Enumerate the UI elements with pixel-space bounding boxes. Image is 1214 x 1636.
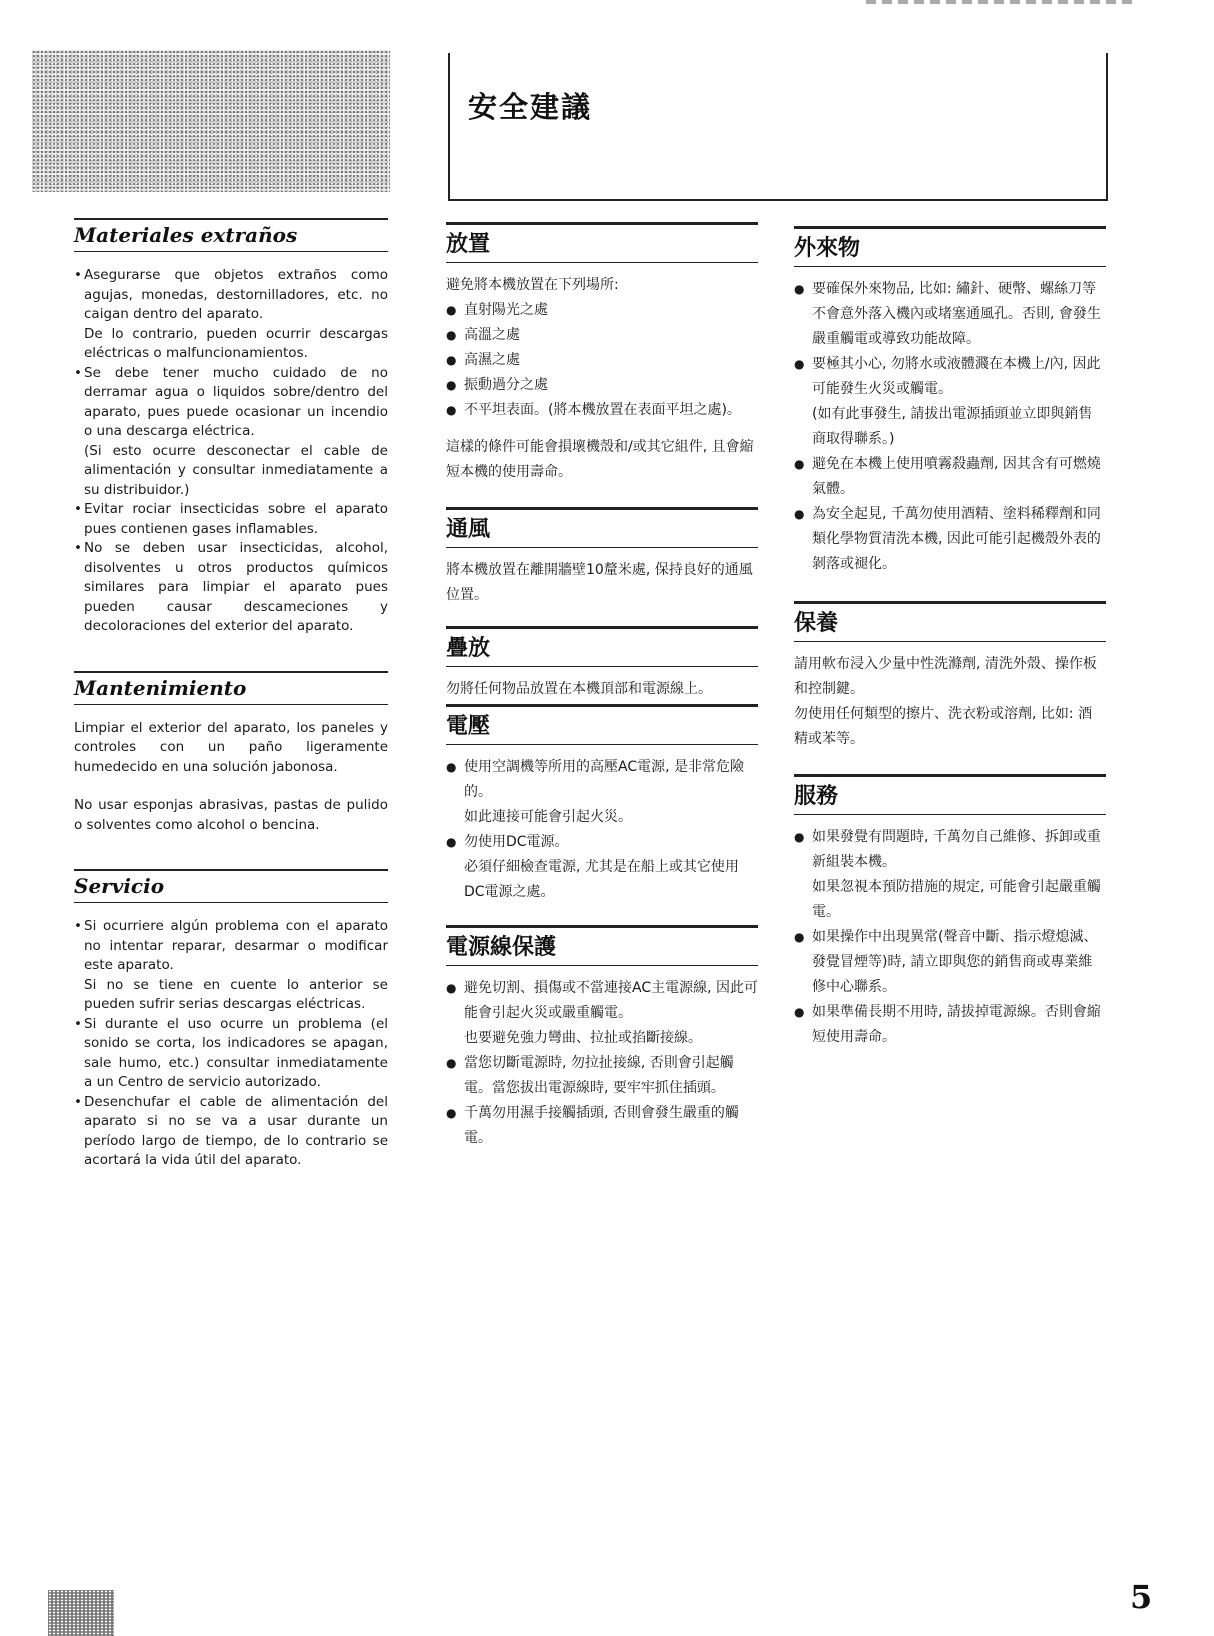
list-item: ● 要確保外來物品, 比如: 繡針、硬幣、螺絲刀等不會意外落入機內或堵塞通風孔。否則, 會發生嚴重觸電或導致功能故障。 — [794, 277, 1106, 352]
bullet-icon: ● — [794, 1005, 805, 1019]
bullet-icon: ● — [446, 1106, 457, 1120]
bullet-icon: ● — [446, 328, 457, 342]
list-item: • No se deben usar insecticidas, alcohol, disolventes u otros productos químicos similares para limpiar el aparato pues pueden causar descameciones y decoloraciones del exterior del aparato. — [74, 540, 388, 634]
list-item: • Desenchufar el cable de alimentación del aparato si no se va a usar durante un período largo de tiempo, de lo contrario se acortará la vida útil del aparato. — [74, 1093, 388, 1168]
list-item: • Se debe tener mucho cuidado de no derramar agua o liquidos sobre/dentro del aparato, pues puede ocasionar un incendio o una descarga eléctrica. (Si esto ocurre desconectar el cable de alimentación y consultar inmediatamente a su distribuidor.) — [74, 364, 388, 498]
bullet-icon: ● — [446, 353, 457, 367]
paragraph: 勿使用任何類型的擦片、洗衣粉或溶劑, 比如: 酒精或苯等。 — [794, 706, 1093, 747]
paragraph: 避免將本機放置在下列場所: — [446, 277, 619, 293]
bullet-icon: ● — [794, 457, 805, 471]
bullet-icon: ● — [794, 357, 805, 371]
bullet-icon: ● — [794, 282, 805, 296]
list-item: ● 為安全起見, 千萬勿使用酒精、塗料稀釋劑和同類化學物質清洗本機, 因此可能引起機殼外表的剝落或褪化。 — [794, 502, 1106, 577]
bullet-icon: • — [74, 501, 82, 517]
list-item: • Si ocurriere algún problema con el aparato no intentar reparar, desarmar o modificar este aparato. Si no se tiene en cuente lo anterior se pueden sufrir serias descargas eléctricas. — [74, 918, 388, 1012]
section-heading: 電壓 — [446, 707, 758, 745]
section-wailaiwu — [794, 226, 1106, 577]
list-item: ● 使用空調機等所用的高壓AC電源, 是非常危險的。 如此連接可能會引起火災。 — [446, 755, 758, 830]
list-item: ● 高溫之處 — [446, 323, 758, 348]
bullet-icon: ● — [446, 403, 457, 417]
list-item: ● 要極其小心, 勿將水或液體濺在本機上/內, 因此可能發生火災或觸電。 (如有此事發生, 請拔出電源插頭並立即與銷售商取得聯系。) — [794, 352, 1106, 452]
section-mantenimiento — [74, 671, 388, 836]
list-item: ● 避免切割、損傷或不當連接AC主電源線, 因此可能會引起火災或嚴重觸電。 也要避免強力彎曲、拉扯或掐斷接線。 — [446, 976, 758, 1051]
section-diefang — [446, 626, 758, 702]
paragraph: Limpiar el exterior del aparato, los paneles y controles con un paño ligeramente humedecido en una solución jabonosa. — [74, 719, 388, 775]
section-fangzhi — [446, 222, 758, 485]
section-materiales — [74, 218, 388, 637]
chinese-column-2 — [794, 226, 1106, 1050]
spanish-column — [74, 218, 388, 1171]
paragraph: 這樣的條件可能會損壞機殼和/或其它組件, 且會縮短本機的使用壽命。 — [446, 439, 754, 480]
list-item: ● 如果操作中出現異常(聲音中斷、指示燈熄滅、發覺冒煙等)時, 請立即與您的銷售商或專業維修中心聯系。 — [794, 925, 1106, 1000]
section-heading: Materiales extraños — [74, 220, 388, 252]
bullet-icon: ● — [446, 835, 457, 849]
list-item: ● 直射陽光之處 — [446, 298, 758, 323]
top-edge-marks — [866, 0, 1136, 4]
section-heading: Mantenimiento — [74, 673, 388, 705]
list-item: • Evitar rociar insecticidas sobre el aparato pues contienen gases inflamables. — [74, 501, 388, 537]
list-item: ● 振動過分之處 — [446, 373, 758, 398]
title-box — [448, 53, 1108, 201]
bullet-icon: • — [74, 267, 82, 283]
list-item: ● 勿使用DC電源。 必須仔細檢查電源, 尤其是在船上或其它使用DC電源之處。 — [446, 830, 758, 905]
bullet-icon: • — [74, 540, 82, 556]
section-dianya — [446, 704, 758, 905]
bullet-icon: ● — [794, 930, 805, 944]
bullet-icon: ● — [446, 981, 457, 995]
paragraph: 勿將任何物品放置在本機頂部和電源線上。 — [446, 681, 712, 697]
section-tongfeng — [446, 507, 758, 608]
section-heading: 保養 — [794, 604, 1106, 642]
list-item: • Si durante el uso ocurre un problema (el sonido se corta, los indicadores se apagan, sale humo, etc.) consultar inmediatamente a un Centro de servicio autorizado. — [74, 1015, 388, 1090]
section-fuwu — [794, 774, 1106, 1050]
bullet-icon: ● — [794, 830, 805, 844]
page-number: 5 — [1130, 1578, 1153, 1616]
section-heading: 電源線保護 — [446, 928, 758, 966]
bullet-icon: ● — [446, 303, 457, 317]
paragraph: 請用軟布浸入少量中性洗滌劑, 清洗外殼、操作板和控制鍵。 — [794, 656, 1097, 697]
section-dianyuanxian — [446, 925, 758, 1151]
list-item: ● 避免在本機上使用噴霧殺蟲劑, 因其含有可燃燒氣體。 — [794, 452, 1106, 502]
paragraph: No usar esponjas abrasivas, pastas de pulido o solventes como alcohol o bencina. — [74, 797, 388, 833]
section-heading: 通風 — [446, 510, 758, 548]
list-item: ● 當您切斷電源時, 勿拉扯接線, 否則會引起觸電。當您拔出電源線時, 要牢牢抓住插頭。 — [446, 1051, 758, 1101]
section-heading: 疊放 — [446, 629, 758, 667]
list-item: • Asegurarse que objetos extraños como agujas, monedas, destornilladores, etc. no caigan dentro del aparato. De lo contrario, pueden ocurrir descargas eléctricas o malfuncionamientos. — [74, 267, 388, 361]
bullet-icon: • — [74, 1093, 82, 1110]
section-servicio — [74, 869, 388, 1171]
bullet-icon: ● — [794, 507, 805, 521]
paragraph: 將本機放置在離開牆壁10釐米處, 保持良好的通風位置。 — [446, 562, 753, 603]
decorative-halftone-box — [32, 50, 390, 192]
chinese-column-1 — [446, 222, 758, 1151]
list-item: ● 如果發覺有問題時, 千萬勿自己維修、拆卸或重新組裝本機。 如果忽視本預防措施的規定, 可能會引起嚴重觸電。 — [794, 825, 1106, 925]
list-item: ● 高濕之處 — [446, 348, 758, 373]
bullet-icon: ● — [446, 1056, 457, 1070]
list-item: ● 如果準備長期不用時, 請拔掉電源線。否則會縮短使用壽命。 — [794, 1000, 1106, 1050]
bullet-icon: • — [74, 918, 82, 934]
bullet-icon: ● — [446, 378, 457, 392]
list-item: ● 不平坦表面。(將本機放置在表面平坦之處)。 — [446, 398, 758, 423]
page-title: 安全建議 — [468, 90, 593, 124]
bullet-icon: • — [74, 364, 82, 381]
bullet-icon: • — [74, 1015, 82, 1032]
decorative-corner-mark — [48, 1590, 114, 1636]
section-heading: 放置 — [446, 225, 758, 263]
section-heading: 外來物 — [794, 229, 1106, 267]
section-heading: Servicio — [74, 871, 388, 903]
section-baoyang — [794, 601, 1106, 752]
bullet-icon: ● — [446, 760, 457, 774]
section-heading: 服務 — [794, 777, 1106, 815]
list-item: ● 千萬勿用濕手接觸插頭, 否則會發生嚴重的觸電。 — [446, 1101, 758, 1151]
